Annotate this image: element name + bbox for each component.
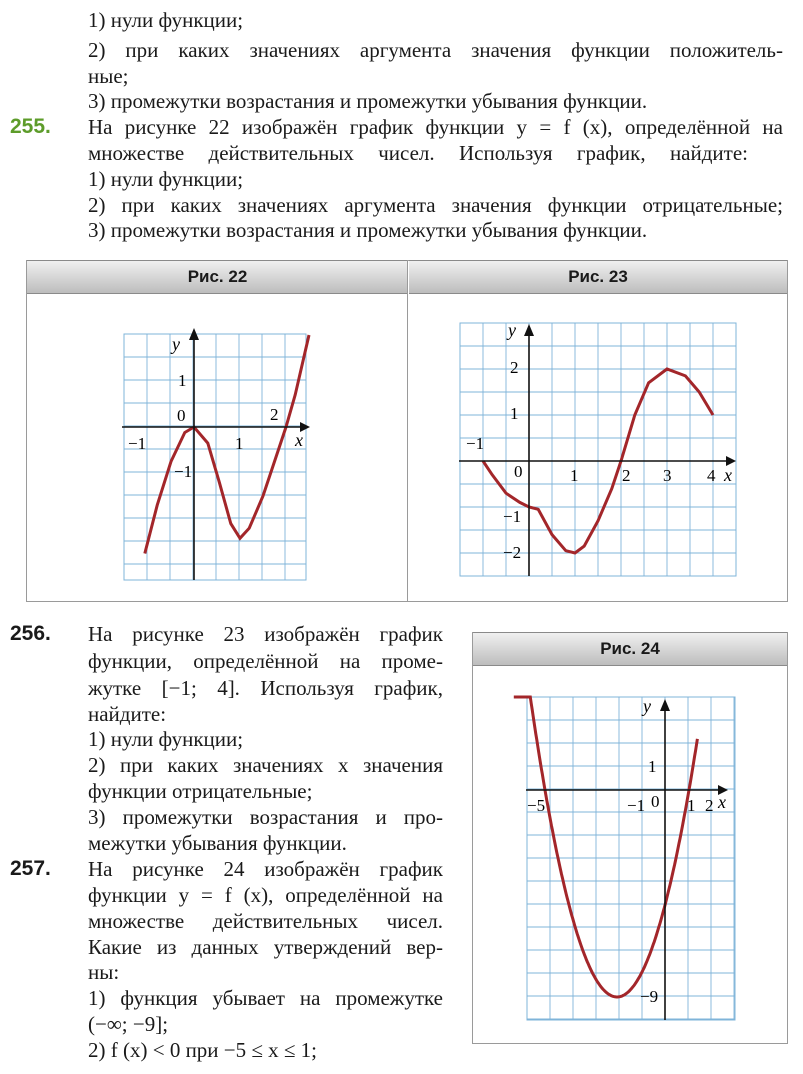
fig22-tick-xm1: −1: [128, 434, 147, 453]
exercise-256-line-5: 1) нули функции;: [88, 727, 244, 751]
exercise-256-line-2: функции, определённой на проме-: [88, 649, 443, 673]
exercise-257-line-8: 2) f (x) < 0 при −5 ≤ x ≤ 1;: [88, 1038, 318, 1062]
fig22-tick-x1: 1: [235, 434, 244, 453]
exercise-257-line-4: Какие из данных утверждений вер-: [88, 935, 443, 959]
fig24-tick-xm1: −1: [627, 796, 646, 815]
fig22-title: Рис. 22: [27, 260, 408, 294]
exercise-257-line-7: (−∞; −9];: [88, 1012, 169, 1036]
fig23-tick-ym1: −1: [503, 507, 522, 526]
fig24-tick-ym9: −9: [640, 987, 659, 1006]
fig24-tick-xm5: −5: [527, 796, 546, 815]
exercise-256-line-7: функции отрицательные;: [88, 779, 313, 803]
fig23-axis-y: y: [508, 320, 516, 340]
fig24-tick-y1: 1: [648, 757, 657, 776]
fig23-tick-x1: 1: [570, 466, 579, 485]
exercise-256-line-4: найдите:: [88, 702, 167, 726]
fig23-axis-x: x: [724, 465, 732, 485]
exercise-256-line-3: жутке [−1; 4]. Используя график,: [88, 676, 443, 700]
exercise-257-line-3: множестве действительных чисел.: [88, 909, 443, 933]
exercise-255-line-1: На рисунке 22 изображён график функции y = f (x), определённой на: [88, 115, 783, 139]
top-item-2: 2) при каких значениях аргумента значения функции положитель-: [88, 38, 783, 62]
fig22-origin: 0: [177, 406, 186, 425]
top-item-1: 1) нули функции;: [88, 8, 244, 32]
top-item-3: 3) промежутки возрастания и промежутки убывания функции.: [88, 89, 648, 113]
fig24-axis-x: x: [718, 792, 726, 812]
fig24-tick-x2: 2: [705, 796, 714, 815]
exercise-255-line-4: 2) при каких значениях аргумента значения функции отрицательные;: [88, 193, 783, 217]
exercise-255-line-3: 1) нули функции;: [88, 167, 244, 191]
fig23-tick-x2: 2: [622, 466, 631, 485]
exercise-256-line-9: межутки убывания функции.: [88, 831, 347, 855]
fig23-title: Рис. 23: [409, 260, 787, 294]
exercise-255-line-2: множестве действительных чисел. Используя график, найдите:: [88, 141, 748, 165]
exercise-257-line-1: На рисунке 24 изображён график: [88, 857, 443, 881]
fig22-axis-y: y: [172, 334, 180, 354]
fig22-tick-x2: 2: [270, 405, 279, 424]
exercise-257-number: 257.: [10, 857, 51, 880]
fig22-tick-ym1: −1: [174, 462, 193, 481]
exercise-255-number: 255.: [10, 115, 51, 138]
fig22-tick-y1: 1: [178, 371, 187, 390]
fig24-title: Рис. 24: [473, 632, 787, 666]
exercise-257-line-5: ны:: [88, 960, 120, 984]
fig24-origin: 0: [651, 792, 660, 811]
exercise-255-line-5: 3) промежутки возрастания и промежутки убывания функции.: [88, 218, 648, 242]
exercise-257-line-6: 1) функция убывает на промежутке: [88, 986, 443, 1010]
fig23-tick-xm1: −1: [466, 434, 485, 453]
top-item-2-cont: ные;: [88, 64, 129, 88]
exercise-256-number: 256.: [10, 622, 51, 645]
fig23-tick-ym2: −2: [503, 543, 522, 562]
fig24-axis-y: y: [643, 696, 651, 716]
fig24-tick-x1: 1: [687, 796, 696, 815]
fig23-tick-x4: 4: [707, 466, 716, 485]
exercise-256-line-8: 3) промежутки возрастания и про-: [88, 805, 443, 829]
exercise-257-line-2: функции y = f (x), определённой на: [88, 883, 443, 907]
fig23-origin: 0: [514, 462, 523, 481]
fig22-axis-x: x: [295, 430, 303, 450]
fig23-tick-y1: 1: [510, 404, 519, 423]
exercise-256-line-1: На рисунке 23 изображён график: [88, 622, 443, 646]
exercise-256-line-6: 2) при каких значениях x значения: [88, 753, 443, 777]
fig23-tick-y2: 2: [510, 358, 519, 377]
fig23-tick-x3: 3: [663, 466, 672, 485]
